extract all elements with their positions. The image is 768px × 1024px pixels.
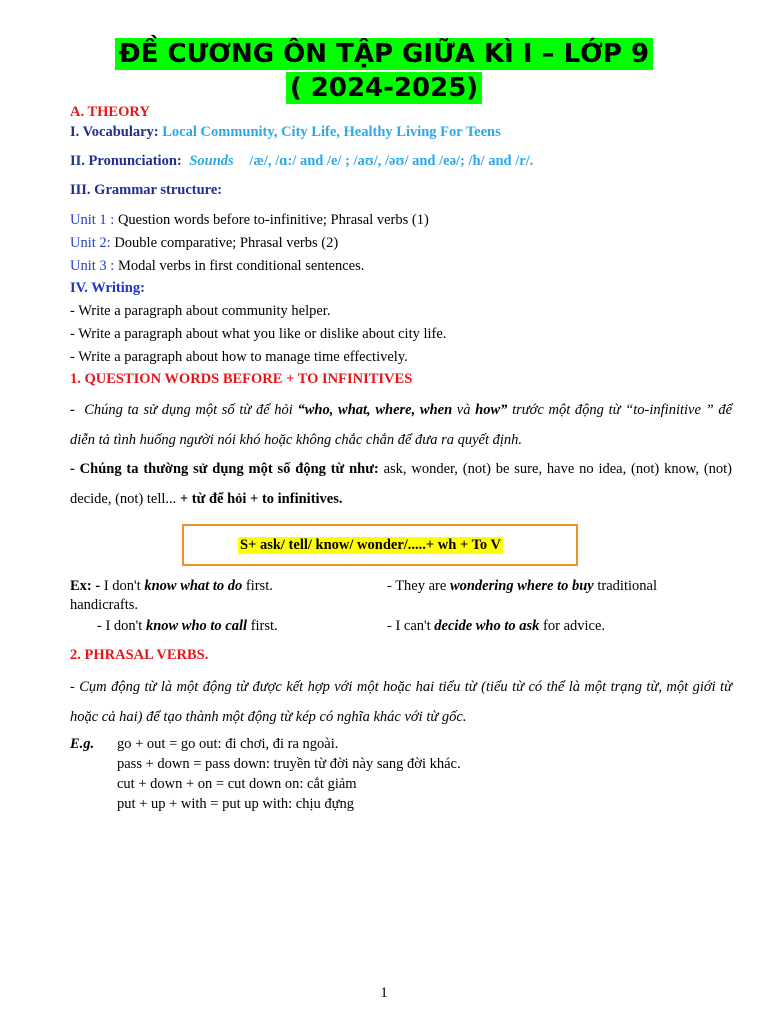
example-text: traditional <box>593 578 657 594</box>
phrasal-example: pass + down = pass down: truyền từ đời này sang đời khác. <box>117 756 461 772</box>
example-phrase: decide who to ask <box>434 618 540 634</box>
writing-item: - Write a paragraph about how to manage time effectively. <box>70 349 408 365</box>
example-text: first. <box>242 578 273 594</box>
example-2 <box>387 578 657 595</box>
example-3 <box>97 618 278 635</box>
example-text: - I can't <box>387 618 435 634</box>
page-number: 1 <box>380 985 388 1001</box>
vocabulary-line <box>70 124 501 141</box>
unit-1-text: Question words before to-infinitive; Phrasal verbs (1) <box>114 212 429 228</box>
dash: - <box>70 402 75 418</box>
phrasal-example: cut + down + on = cut down on: cắt giảm <box>117 776 357 792</box>
unit-1-line <box>70 212 429 229</box>
document-title: ĐỀ CƯƠNG ÔN TẬP GIỮA KÌ I – LỚP 9 <box>115 38 653 70</box>
example-4 <box>387 618 605 635</box>
p2-verbs: ask, wonder, (not) be sure, have no idea, (not) know, (not) decide, (not) tell... <box>70 461 733 507</box>
theory-heading: A. THEORY <box>70 104 150 120</box>
unit-3-text: Modal verbs in first conditional sentences. <box>114 258 365 274</box>
document-year: ( 2024-2025) <box>286 72 482 104</box>
p2-rule: + từ để hỏi + to infinitives. <box>179 491 343 507</box>
p1-how: how” <box>475 402 508 418</box>
phrasal-example: go + out = go out: đi chơi, đi ra ngoài. <box>117 736 339 752</box>
example-text: for advice. <box>539 618 606 634</box>
pronunciation-sounds: /æ/, /ɑ:/ and /e/ ; /aʊ/, /əʊ/ and /eə/; /h/ and /r/. <box>249 153 534 169</box>
p1-text-e: trước một động từ “to-infinitive ” để diễn tả tình huống người nói khó hoặc không chắc chắn để đưa ra quyết định. <box>70 402 733 448</box>
unit-3-line <box>70 258 364 275</box>
p2-text-a: - Chúng ta thường sử dụng một số động từ như: <box>70 461 379 477</box>
writing-item: - Write a paragraph about what you like or dislike about city life. <box>70 326 447 342</box>
example-phrase: wondering where to buy <box>449 578 594 594</box>
example-text: - They are <box>387 578 450 594</box>
unit-2-text: Double comparative; Phrasal verbs (2) <box>110 235 339 251</box>
example-label: Ex: - <box>70 578 101 594</box>
unit-1-label: Unit 1 : <box>70 212 115 228</box>
title-line-1-wrap <box>0 38 768 70</box>
writing-item: - Write a paragraph about community helper. <box>70 303 331 319</box>
example-text: first. <box>247 618 278 634</box>
p1-text-c: và <box>452 402 476 418</box>
pronunciation-line <box>70 153 533 170</box>
part-1-paragraph-2 <box>70 454 732 514</box>
example-2-continuation: handicrafts. <box>70 597 139 613</box>
grammar-heading: III. Grammar structure: <box>70 182 223 198</box>
unit-2-line <box>70 235 338 252</box>
p1-question-words: “who, what, where, when <box>297 402 453 418</box>
unit-2-label: Unit 2: <box>70 235 111 251</box>
part-1-paragraph-1 <box>70 395 732 455</box>
writing-heading: IV. Writing: <box>70 280 145 296</box>
eg-label: E.g. <box>70 736 95 752</box>
phrasal-example: put + up + with = put up with: chịu đựng <box>117 796 354 812</box>
example-phrase: know who to call <box>145 618 248 634</box>
part-1-heading: 1. QUESTION WORDS BEFORE + TO INFINITIVES <box>70 371 413 387</box>
vocabulary-topics: Local Community, City Life, Healthy Living For Teens <box>162 124 501 140</box>
pronunciation-label: II. Pronunciation: <box>70 153 182 169</box>
p1-text-a: Chúng ta sử dụng một số từ để hỏi <box>84 402 298 418</box>
example-phrase: know what to do <box>144 578 243 594</box>
example-text: - I don't <box>97 618 146 634</box>
unit-3-label: Unit 3 : <box>70 258 115 274</box>
example-1 <box>70 578 273 595</box>
formula-text: S+ ask/ tell/ know/ wonder/.....+ wh + To V <box>240 537 502 553</box>
vocabulary-label: I. Vocabulary: <box>70 124 159 140</box>
part-2-heading: 2. PHRASAL VERBS. <box>70 647 209 663</box>
pronunciation-sounds-word: Sounds <box>189 153 234 169</box>
part-2-description: - Cụm động từ là một động từ được kết hợp với một hoặc hai tiểu từ (tiểu từ có thể là một trạng từ, một giới từ hoặc cả hai) để tạo thành một động từ kép có nghĩa khác với từ gốc. <box>70 679 732 725</box>
example-text: I don't <box>100 578 145 594</box>
title-line-2-wrap <box>0 72 768 104</box>
